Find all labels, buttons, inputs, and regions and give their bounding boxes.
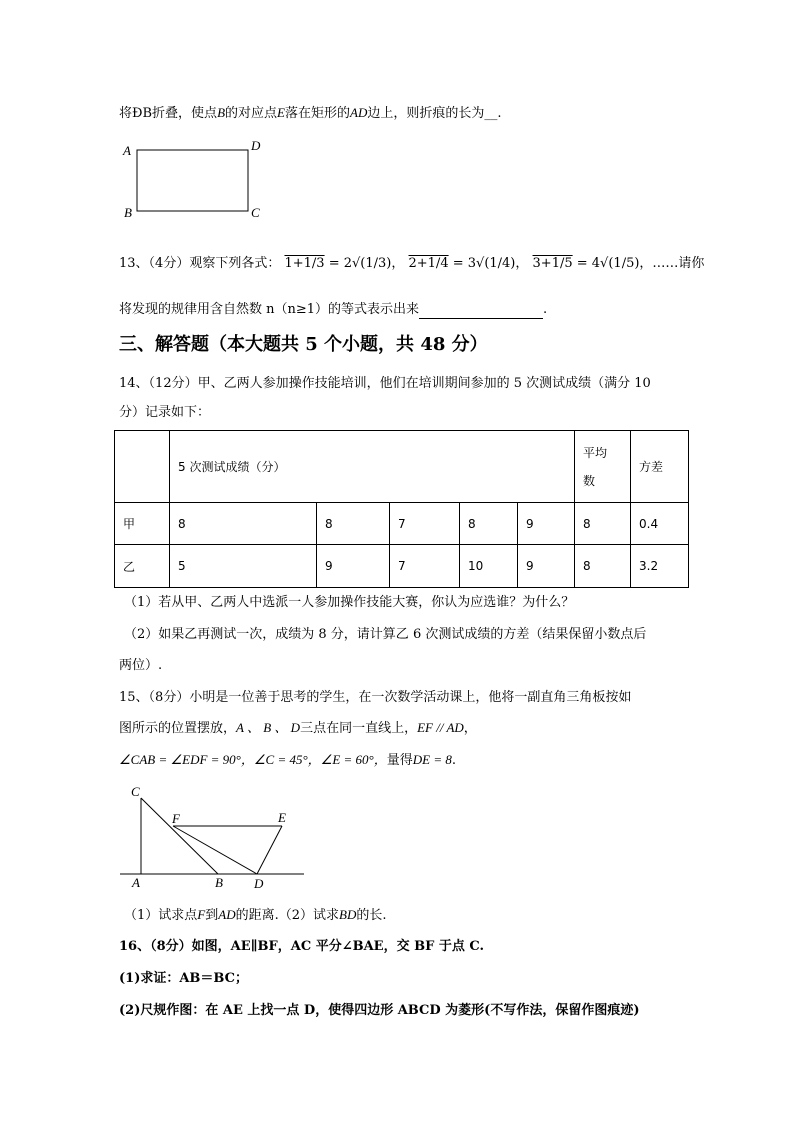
segment-cb [141,798,218,874]
label-c: C [131,784,140,799]
q15-de-length: DE = 8 [412,752,452,767]
q15-sub-a: （1）试求点 [124,908,198,923]
q13-expr3-right: = 4√(1/5) [576,256,640,271]
section-3-title: 三、解答题（本大题共 5 个小题，共 48 分） [119,334,488,355]
label-b: B [124,205,132,220]
score-cell: 7 [390,503,460,545]
q13-line1: 13、（4分）观察下列各式： 1+1/3 = 2√(1/3)， 2+1/4 = 3√(1/4)， 3+1/5 = 4√(1/5)，……请你 [119,256,705,271]
q13-expr1-right: = 2√(1/3) [328,256,392,271]
label-d: D [251,138,261,153]
q13-expr2-right: = 3√(1/4) [452,256,516,271]
q12-segment-ad: AD [350,105,368,120]
score-cell: 8 [170,503,317,545]
table-header-row [115,431,689,503]
score-cell: 7 [390,545,460,588]
score-cell: 9 [518,545,575,588]
q15-angle-conditions: ∠CAB = ∠EDF = 90°，∠C = 45°，∠E = 60°， [119,752,387,767]
scores-table [114,430,689,588]
score-cell: 9 [518,503,575,545]
score-cell: 10 [460,545,518,588]
q15-line2 [119,719,477,738]
q15-line2-c: ， [463,721,477,736]
table-header-mean [575,431,631,503]
mean-cell: 8 [575,545,631,588]
q13-line2-end: . [543,302,548,317]
label-a: A [123,143,131,158]
q15-sub-d: 的长. [356,908,387,923]
q14-sub2-line2: 两位）. [119,658,163,673]
q13-expr1-left: 1+1/3 [284,256,325,271]
q14-line1: 14、（12分）甲、乙两人参加操作技能培训，他们在培训期间参加的 5 次测试成绩（满分 10 [119,376,651,391]
q14-sub1: （1）若从甲、乙两人中选派一人参加操作技能大赛，你认为应选谁？为什么？ [124,595,575,610]
rectangle-figure [118,138,268,223]
q15-segment-ad: AD [218,907,236,922]
score-cell: 9 [317,545,390,588]
rectangle-abcd [137,150,248,211]
label-b: B [215,875,223,890]
q15-parallel: EF // AD [417,720,464,735]
q12-point-b: B [217,105,226,120]
segment-ed [257,826,282,874]
q12-text-2: 的对应点 [225,106,278,121]
segment-fd [173,826,257,874]
q12-text-4: 边上，则折痕的长为__. [367,106,502,121]
q15-line2-a: 图所示的位置摆放， [119,721,237,736]
q13-expr2-left: 2+1/4 [408,256,449,271]
q15-line3 [119,751,456,770]
triangles-figure [118,784,318,894]
q15-line3-b: 量得 [386,753,413,768]
q13-line2-text: 将发现的规律用含自然数 n（n≥1）的等式表示出来 [119,302,420,317]
q16-line2: (1)求证：AB＝BC； [119,971,248,986]
mean-cell: 8 [575,503,631,545]
header-mean-line2: 数 [583,473,596,488]
q15-point-f: F [197,907,206,922]
q12-point-e: E [277,105,285,120]
q13-expr3-left: 3+1/5 [532,256,573,271]
q16-line1: 16、（8分）如图，AE∥BF，AC 平分∠BAE，交 BF 于点 C. [119,939,485,954]
variance-cell: 0.4 [631,503,689,545]
row-name: 甲 [115,503,170,545]
q14-line2: 分）记录如下： [119,405,211,420]
q16-line3: (2)尺规作图：在 AE 上找一点 D，使得四边形 ABCD 为菱形(不写作法，保留作图痕迹) [119,1003,640,1018]
q12-text-3: 落在矩形的 [284,106,350,121]
label-d: D [254,876,264,891]
table-header-variance: 方差 [631,431,689,503]
q15-line2-b: 三点在同一直线上， [300,721,418,736]
table-row [115,545,689,588]
score-cell: 8 [460,503,518,545]
label-a: A [132,875,140,890]
score-cell: 8 [317,503,390,545]
table-row [115,503,689,545]
q13-suffix: ，……请你 [639,256,705,271]
q12-text-1: 折叠，使点 [152,106,218,121]
q15-subquestions [124,906,386,925]
q14-sub2-line1: （2）如果乙再测试一次，成绩为 8 分，请计算乙 6 次测试成绩的方差（结果保留小数点后 [124,627,647,642]
table-header-empty [115,431,170,503]
q12-fold: 将ÐB [119,106,153,121]
q13-answer-blank[interactable] [419,304,543,319]
q13-line2 [119,301,547,319]
row-name: 乙 [115,545,170,588]
q12-text [119,104,501,123]
variance-cell: 3.2 [631,545,689,588]
q13-prefix: 13、（4分）观察下列各式： [119,256,281,271]
q15-line1: 15、（8分）小明是一位善于思考的学生，在一次数学活动课上，他将一副直角三角板按如 [119,690,632,705]
score-cell: 5 [170,545,317,588]
q15-sub-c: 的距离.（2）试求 [235,908,339,923]
q15-sub-b: 到 [205,908,219,923]
label-f: F [172,811,180,826]
q15-points-abd: A 、 B 、 D [236,720,301,735]
header-mean-line1: 平均 [583,445,608,460]
q15-line3-c: . [451,753,457,768]
label-e: E [278,810,286,825]
label-c: C [251,205,260,220]
q15-segment-bd: BD [339,907,357,922]
table-header-scores: 5 次测试成绩（分） [170,431,575,503]
